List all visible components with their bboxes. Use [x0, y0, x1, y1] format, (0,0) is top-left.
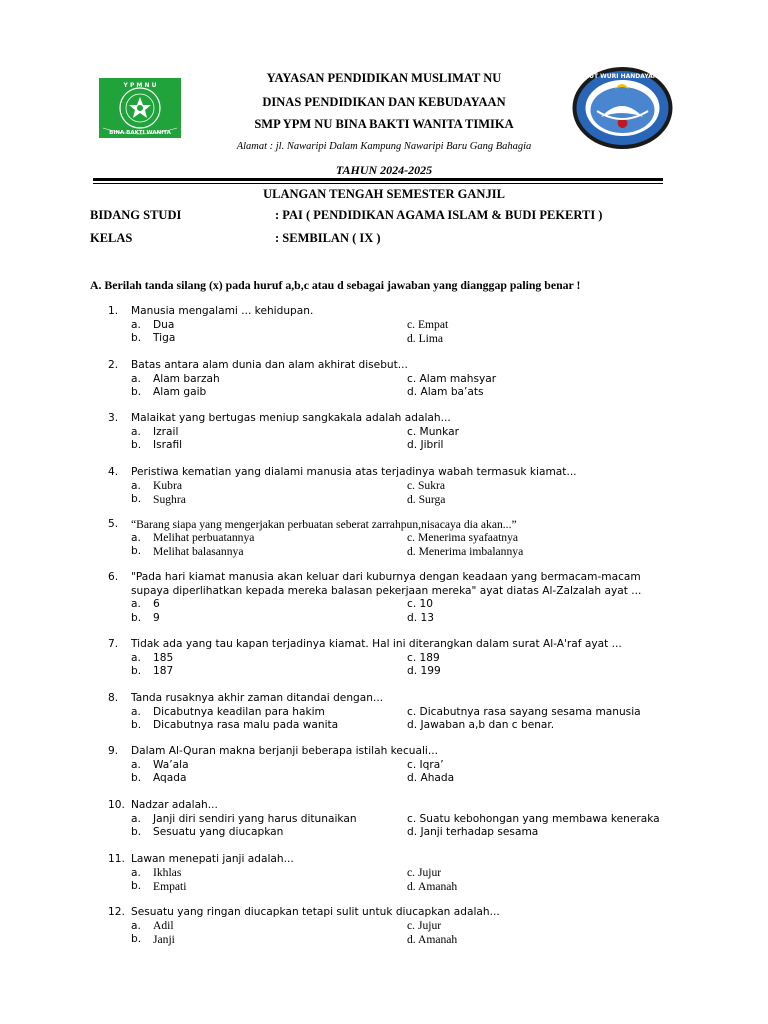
exam-title: ULANGAN TENGAH SEMESTER GANJIL [263, 187, 505, 201]
option-a: Dua [153, 318, 175, 331]
question-stem: Manusia mengalami ... kehidupan. [131, 305, 314, 317]
option-b-letter: b. [131, 665, 142, 677]
option-a: Kubra [153, 479, 182, 492]
option-c: c. Suatu kebohongan yang membawa keneraka [407, 812, 660, 825]
option-b: Empati [153, 879, 187, 893]
option-d: d. Surga [407, 492, 446, 506]
option-b-letter: b. [131, 772, 142, 784]
option-c: c. Alam mahsyar [407, 372, 497, 385]
option-a-letter: a. [131, 866, 141, 879]
section-a-instruction: A. Berilah tanda silang (x) pada huruf a,b,c atau d sebagai jawaban yang dianggap paling benar ! [90, 278, 581, 292]
option-a-letter: a. [131, 318, 141, 331]
option-a-letter: a. [131, 812, 141, 825]
option-c: c. Jujur [407, 919, 442, 932]
option-a-letter: a. [131, 758, 141, 771]
option-b: Melihat balasannya [153, 544, 244, 558]
option-b-letter: b. [131, 880, 142, 892]
option-a: 6 [153, 598, 160, 610]
question-number: 2. [108, 359, 119, 371]
school-address: Alamat : jl. Nawaripi Dalam Kampung Nawaripi Baru Gang Bahagia [236, 141, 532, 152]
option-d: d. Alam ba’ats [407, 386, 484, 398]
option-b: Alam gaib [153, 386, 207, 398]
question-stem: Peristiwa kematian yang dialami manusia atas terjadinya wabah termasuk kiamat... [131, 466, 577, 478]
subject-label: BIDANG STUDI [90, 208, 182, 222]
question-number: 6. [108, 571, 119, 583]
option-c: c. Jujur [407, 866, 442, 879]
option-b: 9 [153, 611, 160, 624]
header-divider-thick [93, 178, 663, 181]
option-a-letter: a. [131, 919, 141, 932]
option-b-letter: b. [131, 545, 142, 557]
option-d: d. Amanah [407, 879, 458, 893]
option-c: c. Dicabutnya rasa sayang sesama manusia [407, 705, 641, 718]
option-a-letter: a. [131, 425, 141, 438]
question-stem: Tidak ada yang tau kapan terjadinya kiamat. Hal ini diterangkan dalam surat Al-A'raf ayat ... [131, 638, 622, 650]
option-d: d. Menerima imbalannya [407, 544, 524, 558]
school-name: SMP YPM NU BINA BAKTI WANITA TIMIKA [254, 117, 514, 131]
option-a: Janji diri sendiri yang harus ditunaikan [153, 812, 357, 825]
class-label: KELAS [90, 231, 133, 245]
question-stem: Malaikat yang bertugas meniup sangkakala adalah adalah... [131, 412, 451, 424]
option-d: d. Ahada [407, 772, 455, 784]
class-value: : SEMBILAN ( IX ) [275, 231, 381, 245]
option-d: d. 199 [407, 665, 441, 677]
option-c: c. Sukra [407, 479, 445, 492]
header-divider-thin [93, 183, 663, 184]
option-a: Adil [153, 919, 174, 932]
option-a: Ikhlas [153, 866, 182, 879]
question-stem: Nadzar adalah... [131, 799, 218, 811]
question-number: 12. [108, 906, 125, 918]
option-b-letter: b. [131, 493, 142, 505]
option-c: c. Menerima syafaatnya [407, 531, 519, 544]
option-d: d. Amanah [407, 932, 458, 946]
option-a: 185 [153, 651, 174, 664]
question-stem: Dalam Al-Quran makna berjanji beberapa istilah kecuali... [131, 745, 438, 757]
option-c: c. Munkar [407, 425, 459, 438]
question-number: 8. [108, 692, 119, 704]
option-a-letter: a. [131, 372, 141, 385]
option-b-letter: b. [131, 332, 142, 344]
option-a: Dicabutnya keadilan para hakim [153, 705, 325, 718]
question-stem: "Pada hari kiamat manusia akan keluar dari kuburnya dengan keadaan yang bermacam-macam supaya diperlihatkan kepada mereka balasan pekerjaan mereka" ayat diatas Al-Zalzalah ayat ... [131, 571, 642, 597]
option-b: Sesuatu yang diucapkan [153, 826, 284, 838]
option-a-letter: a. [131, 479, 141, 492]
svg-text:TUT WURI HANDAYANI: TUT WURI HANDAYANI [585, 73, 660, 80]
option-a: Alam barzah [153, 372, 220, 385]
department-name: DINAS PENDIDIKAN DAN KEBUDAYAAN [262, 95, 506, 109]
subject-value: : PAI ( PENDIDIKAN AGAMA ISLAM & BUDI PEKERTI ) [275, 208, 603, 222]
option-b-letter: b. [131, 439, 142, 451]
option-b: 187 [153, 665, 174, 677]
tut-wuri-handayani-logo [571, 65, 674, 151]
option-c: c. 189 [407, 651, 440, 664]
option-a: Izrail [153, 425, 179, 438]
question-stem: Lawan menepati janji adalah... [131, 853, 294, 865]
question-number: 1. [108, 305, 119, 317]
option-b: Sughra [153, 492, 186, 506]
question-number: 5. [108, 518, 119, 530]
question-stem: “Barang siapa yang mengerjakan perbuatan seberat zarrahpun,nisacaya dia akan...” [131, 518, 517, 531]
option-d: d. Jawaban a,b dan c benar. [407, 719, 555, 731]
option-b: Janji [153, 932, 175, 946]
option-b: Aqada [153, 772, 187, 784]
option-b-letter: b. [131, 719, 142, 731]
option-d: d. Lima [407, 331, 444, 345]
option-c: c. Iqra’ [407, 758, 444, 771]
option-b: Dicabutnya rasa malu pada wanita [153, 719, 339, 731]
option-a: Wa’ala [153, 758, 189, 771]
option-a-letter: a. [131, 598, 141, 610]
question-stem: Batas antara alam dunia dan alam akhirat disebut... [131, 359, 408, 371]
option-a-letter: a. [131, 705, 141, 718]
option-c: c. 10 [407, 598, 434, 610]
option-b-letter: b. [131, 386, 142, 398]
question-stem: Sesuatu yang ringan diucapkan tetapi sulit untuk diucapkan adalah... [131, 906, 500, 918]
option-a-letter: a. [131, 651, 141, 664]
question-number: 10. [108, 799, 125, 811]
option-b: Israfil [153, 439, 183, 451]
option-a-letter: a. [131, 531, 141, 544]
question-number: 3. [108, 412, 119, 424]
question-number: 11. [108, 853, 125, 865]
option-b-letter: b. [131, 826, 142, 838]
option-b: Tiga [153, 332, 176, 344]
question-number: 7. [108, 638, 119, 650]
option-b-letter: b. [131, 933, 142, 945]
option-d: d. Janji terhadap sesama [407, 826, 539, 838]
option-b-letter: b. [131, 611, 142, 624]
svg-text:Y P M N U: Y P M N U [123, 82, 157, 89]
option-c: c. Empat [407, 318, 449, 331]
academic-year: TAHUN 2024-2025 [335, 163, 433, 177]
question-stem: Tanda rusaknya akhir zaman ditandai dengan... [131, 692, 384, 704]
question-number: 4. [108, 466, 119, 478]
school-logo [99, 78, 181, 138]
option-d: d. Jibril [407, 439, 444, 451]
foundation-name: YAYASAN PENDIDIKAN MUSLIMAT NU [266, 71, 502, 85]
option-a: Melihat perbuatannya [153, 531, 255, 544]
question-number: 9. [108, 745, 119, 757]
svg-text:BINA BAKTI WANITA: BINA BAKTI WANITA [109, 130, 171, 136]
option-d: d. 13 [407, 611, 434, 624]
